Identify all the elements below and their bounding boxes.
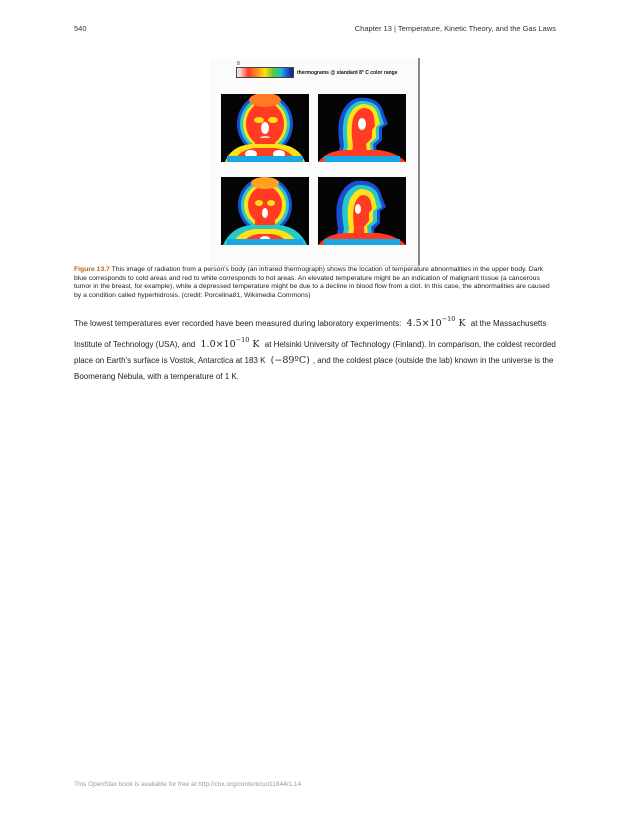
body-text-3: at Helsinki University of Technology (Finland). In comparison, the coldest recorded place on Earth's surface is Vostok, Antarctica at 183 K	[74, 340, 556, 365]
color-scale-bar	[236, 67, 294, 78]
thermogram-front-top	[221, 94, 309, 162]
caption-text: This image of radiation from a person's body (an infrared thermograph) shows the location of temperature abnormalities in the upper body. Dark blue corresponds to cold areas and red to white corresponds to hot areas. An elevated temperature might be an indication of malignant tissue (a cancerous tumor in the breast, for example), while a depressed temperature might be due to a decline in blood flow from a clot. In this case, the abnormalities are caused by a condition called hyperhidrosis. (credit: Porcelina81, Wikimedia Commons)	[74, 266, 550, 299]
thermogram-profile-top	[318, 94, 406, 162]
math-1-base: 4.5×10	[406, 318, 442, 329]
body-text-1: The lowest temperatures ever recorded have been measured during laboratory experiments:	[74, 319, 402, 328]
color-scale-mark: 8	[237, 61, 240, 67]
thermogram-label-bar	[227, 156, 303, 162]
math-expression-1	[404, 315, 469, 329]
page-number: 540	[74, 24, 87, 33]
figure-label: Figure 13.7	[74, 266, 110, 273]
math-1-exponent: −10	[441, 315, 456, 323]
math-expression-2	[198, 336, 263, 350]
thermogram-label-bar	[324, 239, 400, 245]
figure-caption	[74, 266, 556, 300]
math-2-unit: K	[249, 339, 260, 350]
thermogram-label-bar	[324, 156, 400, 162]
math-expression-3: (−89ºC)	[270, 355, 310, 366]
thermogram-profile-bottom	[318, 177, 406, 245]
math-1-unit: K	[455, 318, 466, 329]
body-text-4: , and the coldest place (outside the lab) known in the universe is the Boomerang Nebula, with a temperature of 1 K.	[74, 356, 554, 381]
body-paragraph	[74, 311, 556, 385]
chapter-title: Chapter 13 | Temperature, Kinetic Theory, and the Gas Laws	[354, 24, 556, 33]
body-text-2: at the Massachusetts Institute of Technology (USA), and	[74, 319, 547, 349]
thermogram-label-bar	[227, 239, 303, 245]
math-2-exponent: −10	[235, 336, 250, 344]
thermogram-front-bottom	[221, 177, 309, 245]
color-scale	[236, 61, 398, 77]
math-2-base: 1.0×10	[200, 339, 236, 350]
thermograph-figure	[210, 58, 420, 266]
color-scale-label: thermograms @ standard 8° C color range	[297, 69, 398, 76]
footer-note: This OpenStax book is available for free at http://cnx.org/content/col11844/1.14	[74, 781, 302, 788]
